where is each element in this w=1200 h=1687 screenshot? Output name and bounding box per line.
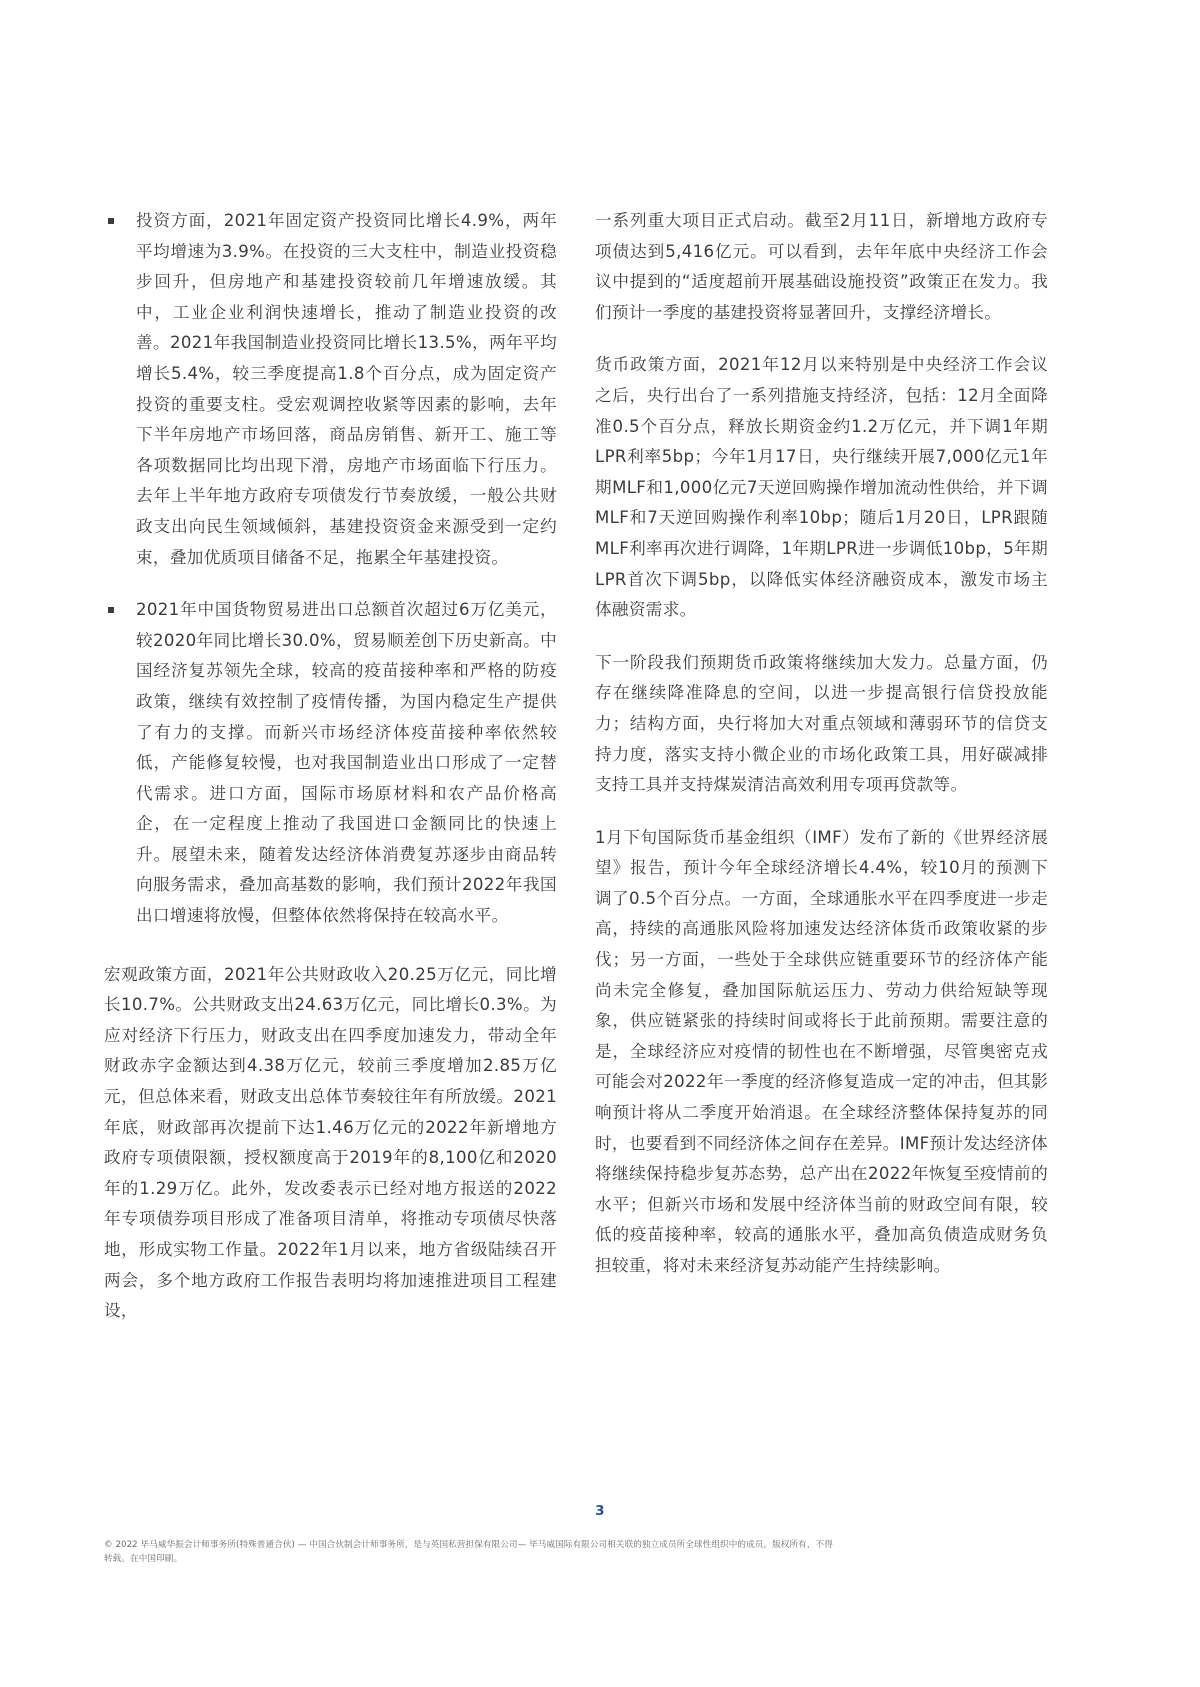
bullet-paragraph-trade: 2021年中国货物贸易进出口总额首次超过6万亿美元，较2020年同比增长30.0%，贸易顺差创下历史新高。中国经济复苏领先全球，较高的疫苗接种率和严格的防疫政策，继续有效控制了疫情传播，为国内稳定生产提供了有力的支撑。而新兴市场经济体疫苗接种率依然较低，产能修复较慢，也对我国制造业出口形成了一定替代需求。进口方面，国际市场原材料和农产品价格高企，在一定程度上推动了我国进口金额同比的快速上升。展望未来，随着发达经济体消费复苏逐步由商品转向服务需求，叠加高基数的影响，我们预计2022年我国出口增速将放慢，但整体依然将保持在较高水平。: [136, 600, 557, 926]
paragraph-next-stage-policy: 下一阶段我们预期货币政策将继续加大发力。总量方面，仍存在继续降准降息的空间，以进一步提高银行信贷投放能力；结构方面，央行将加大对重点领域和薄弱环节的信贷支持力度，落实支持小微企业的市场化政策工具，用好碳减排支持工具并支持煤炭清洁高效利用专项再贷款等。: [595, 652, 1048, 795]
paragraph-macro-policy: 宏观政策方面，2021年公共财政收入20.25万亿元，同比增长10.7%。公共财政支出24.63万亿元，同比增长0.3%。为应对经济下行压力，财政支出在四季度加速发力，带动全年财政赤字金额达到4.38万亿元，较前三季度增加2.85万亿元，但总体来看，财政支出总体节奏较往年有所放缓。2021年底，财政部再次提前下达1.46万亿元的2022年新增地方政府专项债限额，授权额度高于2019年的8,100亿和2020年的1.29万亿。此外，发改委表示已经对地方报送的2022年专项债券项目形成了准备项目清单，将推动专项债尽快落地，形成实物工作量。2022年1月以来，地方省级陆续召开两会，多个地方政府工作报告表明均将加速推进项目工程建设，: [104, 964, 557, 1321]
right-column: [595, 206, 1048, 1327]
list-item: [104, 595, 557, 932]
page-number: 3: [595, 1503, 605, 1519]
paragraph-monetary-policy: 货币政策方面，2021年12月以来特别是中央经济工作会议之后，央行出台了一系列措施支持经济，包括：12月全面降准0.5个百分点，释放长期资金约1.2万亿元，并下调1年期LPR利率5bp；今年1月17日，央行继续开展7,000亿元1年期MLF和1,000亿元7天逆回购操作增加流动性供给，并下调MLF和7天逆回购操作利率10bp；随后1月20日，LPR跟随MLF利率再次进行调降，1年期LPR进一步调低10bp，5年期LPR首次下调5bp，以降低实体经济融资成本，激发市场主体融资需求。: [595, 355, 1048, 620]
copyright-line-1: © 2022 毕马威华振会计师事务所(特殊普通合伙) — 中国合伙制会计师事务所，是与英国私营担保有限公司— 毕马威国际有限公司相关联的独立成员所全球性组织中的成员。版权所有，不得: [104, 1540, 833, 1550]
square-bullet-icon: [108, 218, 114, 224]
paragraph-imf-outlook: 1月下旬国际货币基金组织（IMF）发布了新的《世界经济展望》报告，预计今年全球经济增长4.4%，较10月的预测下调了0.5个百分点。一方面，全球通胀水平在四季度进一步走高，持续的高通胀风险将加速发达经济体货币政策收紧的步伐；另一方面，一些处于全球供应链重要环节的经济体产能尚未完全修复，叠加国际航运压力、劳动力供给短缺等现象，供应链紧张的持续时间或将长于此前预期。需要注意的是，全球经济应对疫情的韧性也在不断增强，尽管奥密克戎可能会对2022年一季度的经济修复造成一定的冲击，但其影响预计将从二季度开始消退。在全球经济整体保持复苏的同时，也要看到不同经济体之间存在差异。IMF预计发达经济体将继续保持稳步复苏态势，总产出在2022年恢复至疫情前的水平；但新兴市场和发展中经济体当前的财政空间有限，较低的疫苗接种率，较高的通胀水平，叠加高负债造成财务负担较重，将对未来经济复苏动能产生持续影响。: [595, 827, 1048, 1275]
square-bullet-icon: [108, 607, 114, 613]
left-column: [104, 206, 557, 1327]
copyright-footer: [104, 1538, 1104, 1566]
copyright-line-2: 转载。在中国印刷。: [104, 1554, 183, 1564]
bullet-paragraph-investment: 投资方面，2021年固定资产投资同比增长4.9%，两年平均增速为3.9%。在投资的三大支柱中，制造业投资稳步回升，但房地产和基建投资较前几年增速放缓。其中，工业企业利润快速增长，推动了制造业投资的改善。2021年我国制造业投资同比增长13.5%，两年平均增长5.4%，较三季度提高1.8个百分点，成为固定资产投资的重要支柱。受宏观调控收紧等因素的影响，去年下半年房地产市场回落，商品房销售、新开工、施工等各项数据同比均出现下滑，房地产市场面临下行压力。去年上半年地方政府专项债发行节奏放缓，一般公共财政支出向民生领域倾斜，基建投资资金来源受到一定约束，叠加优质项目储备不足，拖累全年基建投资。: [136, 211, 557, 567]
list-item: [104, 206, 557, 573]
page-content: [104, 206, 1049, 1327]
paragraph-major-projects: 一系列重大项目正式启动。截至2月11日，新增地方政府专项债达到5,416亿元。可以看到，去年年底中央经济工作会议中提到的“适度超前开展基础设施投资”政策正在发力。我们预计一季度的基建投资将显著回升，支撑经济增长。: [595, 211, 1048, 322]
